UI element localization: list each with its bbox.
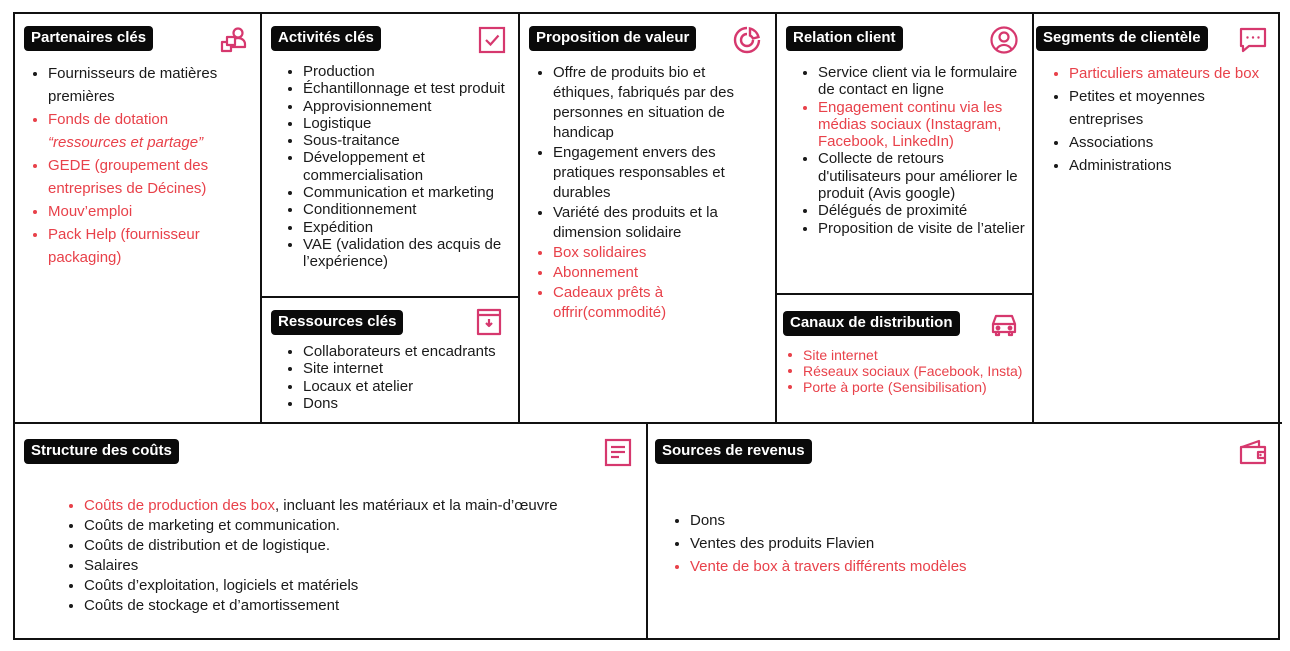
- list-item: Engagement envers des pratiques responsables et durables: [533, 143, 765, 203]
- list-item: Expédition: [283, 219, 515, 236]
- archive-box-icon: [473, 306, 505, 338]
- key-resources-cell: [262, 298, 520, 424]
- list-item: Collaborateurs et encadrants: [283, 343, 515, 360]
- list-item: Mouv’emploi: [28, 200, 256, 223]
- list-item: Échantillonnage et test produit: [283, 80, 515, 97]
- list-item: VAE (validation des acquis de l’expérience): [283, 236, 515, 271]
- user-circle-icon: [988, 24, 1020, 56]
- channels-cell: [777, 295, 1034, 424]
- key-partners-cell: [15, 14, 262, 424]
- pie-chart-icon: [731, 24, 763, 56]
- list-item: Fournisseurs de matières premières: [28, 62, 256, 108]
- list-item: Administrations: [1049, 154, 1269, 177]
- list-item: Coûts de stockage et d’amortissement: [64, 596, 644, 616]
- list-item: Locaux et atelier: [283, 378, 515, 395]
- list-item: Production: [283, 63, 515, 80]
- list-item: Coûts d’exploitation, logiciels et matériels: [64, 576, 644, 596]
- list-item: Vente de box à travers différents modèles: [670, 555, 1230, 578]
- list-item: Approvisionnement: [283, 98, 515, 115]
- list-item: Cadeaux prêts à offrir(commodité): [533, 283, 765, 323]
- key-partners-list: [28, 62, 256, 269]
- revenue-streams-list: [670, 509, 1230, 578]
- list-item: Dons: [670, 509, 1230, 532]
- list-item: [28, 108, 256, 154]
- list-item: Logistique: [283, 115, 515, 132]
- list-item: Coûts de distribution et de logistique.: [64, 536, 644, 556]
- chat-bubble-icon: [1237, 24, 1269, 56]
- list-item: Collecte de retours d'utilisateurs pour améliorer le produit (Avis google): [798, 150, 1030, 202]
- list-item: Site internet: [283, 360, 515, 377]
- list-item: Box solidaires: [533, 243, 765, 263]
- car-icon: [988, 307, 1020, 339]
- list-item: Abonnement: [533, 263, 765, 283]
- partners-icon: [218, 24, 250, 56]
- key-activities-cell: [262, 14, 520, 298]
- cost-structure-title: Structure des coûts: [24, 439, 179, 464]
- customer-relationships-cell: [777, 14, 1034, 295]
- list-item: Coûts de marketing et communication.: [64, 516, 644, 536]
- list-item: Offre de produits bio et éthiques, fabriqués par des personnes en situation de handicap: [533, 63, 765, 143]
- list-item: Site internet: [783, 347, 1023, 363]
- list-item: Porte à porte (Sensibilisation): [783, 379, 1023, 395]
- list-item: Dons: [283, 395, 515, 412]
- customer-segments-cell: [1034, 14, 1282, 424]
- key-activities-list: [283, 63, 515, 271]
- list-item: Coûts de production des box, incluant les matériaux et la main-d’œuvre: [64, 496, 644, 516]
- value-proposition-title: Proposition de valeur: [529, 26, 696, 51]
- cost-structure-cell: [15, 424, 648, 640]
- revenue-streams-cell: [648, 424, 1282, 640]
- list-item: Réseaux sociaux (Facebook, Insta): [783, 363, 1023, 379]
- list-item: Particuliers amateurs de box: [1049, 62, 1269, 85]
- list-item: Variété des produits et la dimension solidaire: [533, 203, 765, 243]
- channels-list: [783, 347, 1023, 395]
- wallet-icon: [1237, 436, 1269, 468]
- list-item: Proposition de visite de l’atelier: [798, 220, 1030, 237]
- customer-segments-title: Segments de clientèle: [1036, 26, 1208, 51]
- customer-relationships-title: Relation client: [786, 26, 903, 51]
- business-model-canvas: [13, 12, 1280, 640]
- list-item: Pack Help (fournisseur packaging): [28, 223, 256, 269]
- list-item: Développement et commercialisation: [283, 149, 515, 184]
- list-item-text: “ressources et partage”: [48, 134, 204, 151]
- list-item: Ventes des produits Flavien: [670, 532, 1230, 555]
- list-item: Petites et moyennes entreprises: [1049, 85, 1269, 131]
- customer-relationships-list: [798, 64, 1030, 237]
- list-item: GEDE (groupement des entreprises de Décines): [28, 154, 256, 200]
- value-proposition-list: [533, 63, 765, 323]
- cost-structure-list: [64, 496, 644, 616]
- customer-segments-list: [1049, 62, 1269, 177]
- list-item: Communication et marketing: [283, 184, 515, 201]
- key-resources-list: [283, 343, 515, 412]
- channels-title: Canaux de distribution: [783, 311, 960, 336]
- list-item: Salaires: [64, 556, 644, 576]
- list-item: Engagement continu via les médias sociaux (Instagram, Facebook, LinkedIn): [798, 99, 1030, 151]
- key-resources-title: Ressources clés: [271, 310, 403, 335]
- list-item: Sous-traitance: [283, 132, 515, 149]
- checkbox-icon: [476, 24, 508, 56]
- document-lines-icon: [602, 436, 634, 468]
- list-item: Conditionnement: [283, 201, 515, 218]
- list-item: Associations: [1049, 131, 1269, 154]
- revenue-streams-title: Sources de revenus: [655, 439, 812, 464]
- key-activities-title: Activités clés: [271, 26, 381, 51]
- list-item-text: Fonds de dotation: [48, 111, 169, 128]
- list-item: Service client via le formulaire de contact en ligne: [798, 64, 1030, 99]
- value-proposition-cell: [520, 14, 777, 424]
- key-partners-title: Partenaires clés: [24, 26, 153, 51]
- list-item: Délégués de proximité: [798, 202, 1030, 219]
